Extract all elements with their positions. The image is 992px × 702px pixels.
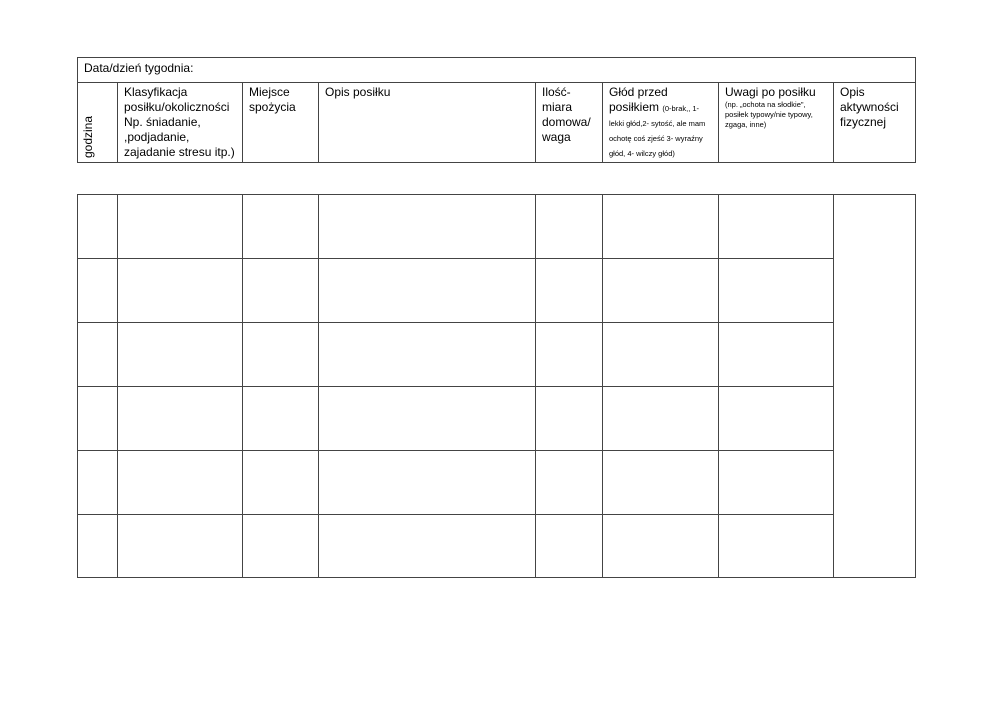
table-row[interactable]: [78, 259, 834, 323]
date-label: Data/dzień tygodnia:: [84, 61, 194, 75]
diary-header-table: [77, 57, 916, 163]
remarks-cell: [725, 85, 829, 130]
column-header-place: [243, 82, 319, 162]
column-header-activity: [834, 82, 915, 162]
table-row[interactable]: [78, 451, 834, 515]
remarks-label: Uwagi po posiłku: [725, 85, 816, 99]
place-label: Miejsce spożycia: [249, 85, 296, 114]
diary-entry-grid: [77, 194, 916, 578]
table-row[interactable]: [78, 195, 834, 259]
hour-label: godzina: [81, 115, 95, 158]
table-row[interactable]: [78, 515, 834, 579]
column-header-description: [319, 82, 536, 162]
amount-label: Ilość- miara domowa/ waga: [542, 85, 591, 144]
table-row[interactable]: [78, 387, 834, 451]
hunger-label: Głód przed posiłkiem: [609, 85, 668, 114]
classification-label: Klasyfikacja posiłku/okoliczności Np. śniadanie, ,podjadanie, zajadanie stresu itp.): [124, 85, 235, 159]
table-row[interactable]: [78, 323, 834, 387]
activity-label: Opis aktywności fizycznej: [840, 85, 899, 129]
hunger-cell: [609, 85, 714, 160]
column-header-classification: [118, 82, 243, 162]
activity-cell[interactable]: [834, 195, 915, 577]
hunger-scale-note: (0-brak,, 1- lekki głód,2- sytość, ale mam ochotę coś zjeść 3- wyraźny głód, 4- wilczy głód): [609, 104, 706, 158]
description-label: Opis posiłku: [325, 85, 391, 99]
column-header-amount: [536, 82, 603, 162]
date-row[interactable]: [78, 58, 915, 83]
remarks-note: (np. „ochota na słodkie", posiłek typowy/nie typowy, zgaga, inne): [725, 100, 813, 129]
column-header-hunger: [603, 82, 719, 162]
column-header-hour: [78, 82, 118, 162]
column-header-remarks: [719, 82, 834, 162]
